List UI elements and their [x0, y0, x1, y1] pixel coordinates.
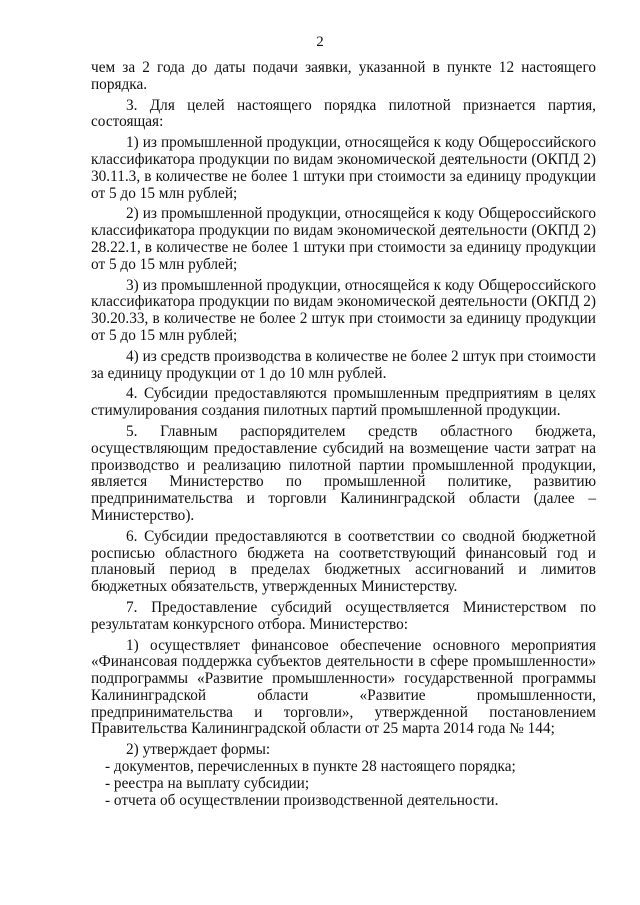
dash-item-report: - отчета об осуществлении производственной деятельности. — [105, 791, 499, 809]
document-body — [91, 60, 596, 809]
paragraph-item-3: 3) из промышленной продукции, относящейся к коду Общероссийского классификатора продукции по видам экономической деятельности (ОКПД 2) 30.20.33, в количестве не более 2 штук при стоимости за единицу продукции от 5 до 15 млн рублей; — [91, 276, 596, 344]
paragraph-ministry-item-1: 1) осуществляет финансовое обеспечение основного мероприятия «Финансовая поддержка субъектов деятельности в сфере промышленности» подпрограммы «Развитие промышленности» государственной программы Калининградской области «Развитие промышленности, предпринимательства и торговли», утвержденной постановлением Правительства Калининградской области от 25 марта 2014 года № 144; — [91, 636, 596, 738]
paragraph-clause-6: 6. Субсидии предоставляются в соответствии со сводной бюджетной росписью областного бюджета на соответствующий финансовый год и плановый период в пределах бюджетных ассигнований и лимитов бюджетных обязательств, утвержденных Министерству. — [91, 527, 596, 596]
paragraph-item-2: 2) из промышленной продукции, относящейся к коду Общероссийского классификатора продукции по видам экономической деятельности (ОКПД 2) 28.22.1, в количестве не более 1 штуки при стоимости за единицу продукции от 5 до 15 млн рублей; — [91, 205, 596, 273]
paragraph-clause-4: 4. Субсидии предоставляются промышленным предприятиям в целях стимулирования создания пилотных партий промышленной продукции. — [91, 385, 596, 420]
paragraph-ministry-item-2: 2) утверждает формы: — [126, 741, 271, 759]
paragraph-clause-3: 3. Для целей настоящего порядка пилотной признается партия, состоящая: — [91, 96, 596, 131]
paragraph-item-4: 4) из средств производства в количестве не более 2 штук при стоимости за единицу продукции от 1 до 10 млн рублей. — [91, 347, 596, 382]
paragraph-clause-5: 5. Главным распорядителем средств областного бюджета, осуществляющим предоставление субсидий на возмещение части затрат на производство и реализацию пилотной партии промышленной продукции, является Министерство по промышленной политике, развитию предпринимательства и торговли Калининградской области (далее – Министерство). — [91, 422, 596, 524]
dash-item-registry: - реестра на выплату субсидии; — [105, 774, 310, 792]
page-number: 2 — [316, 34, 324, 50]
paragraph-continuation: чем за 2 года до даты подачи заявки, указанной в пункте 12 настоящего порядка. — [91, 59, 596, 93]
paragraph-item-1: 1) из промышленной продукции, относящейся к коду Общероссийского классификатора продукции по видам экономической деятельности (ОКПД 2) 30.11.3, в количестве не более 1 штуки при стоимости за единицу продукции от 5 до 15 млн рублей; — [91, 134, 596, 202]
dash-item-documents: - документов, перечисленных в пункте 28 настоящего порядка; — [105, 758, 516, 776]
paragraph-clause-7: 7. Предоставление субсидий осуществляется Министерством по результатам конкурсного отбора. Министерство: — [91, 598, 596, 633]
